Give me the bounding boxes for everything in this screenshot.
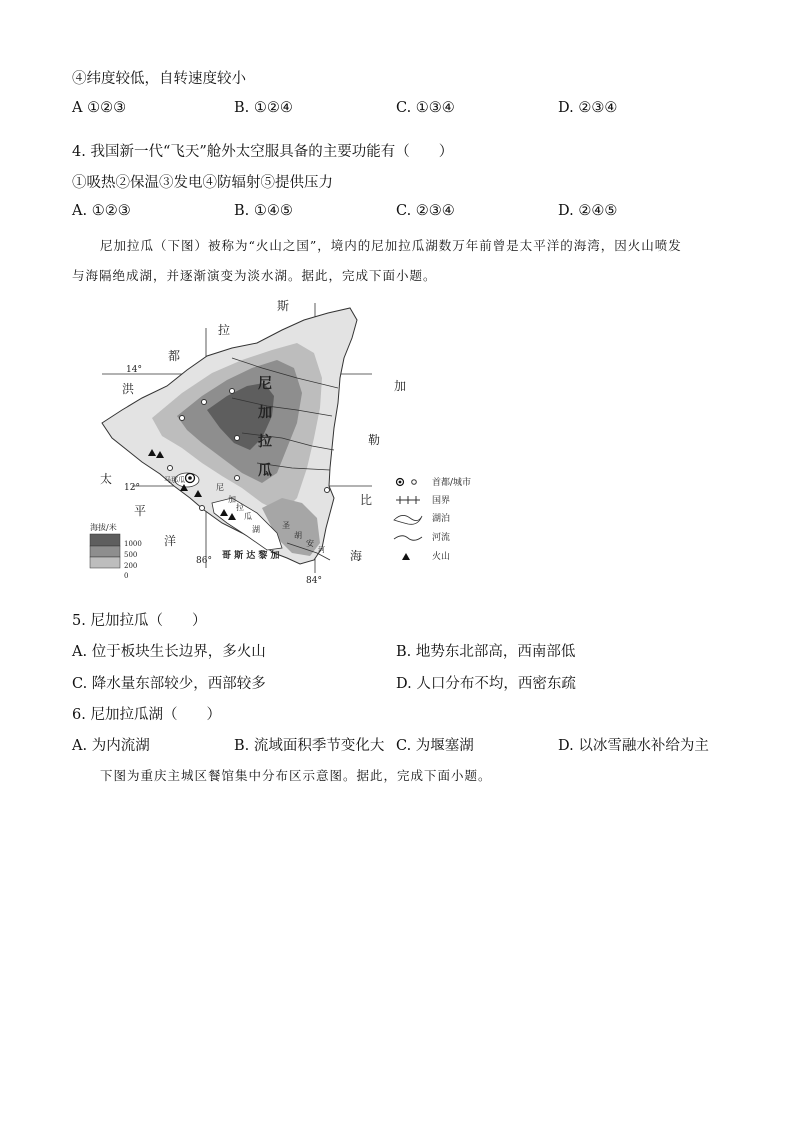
city-icon <box>325 488 330 493</box>
city-icon <box>180 416 185 421</box>
label-gua: 瓜 <box>258 463 272 479</box>
label-lake-jia: 加 <box>228 495 236 504</box>
legend-lake: 湖泊 <box>432 514 451 524</box>
q3-options <box>72 100 722 120</box>
q5-option-c: C. 降水量东部较少，西部较多 <box>72 676 266 692</box>
label-lat-14: 14° <box>126 365 142 375</box>
q5-option-d: D. 人口分布不均，西密东疏 <box>396 676 576 692</box>
label-jia: 加 <box>258 405 272 421</box>
q6-option-d: D. 以冰雪融水补给为主 <box>558 738 709 754</box>
elevation-key-title: 海拔/米 <box>90 523 117 532</box>
label-river-he: 河 <box>318 546 325 554</box>
q4-option-a: A. ①②③ <box>72 203 131 219</box>
elevation-label-1000: 1000 <box>124 540 142 548</box>
label-managua: 马那瓜 <box>164 476 185 484</box>
legend-capital-dot-icon <box>399 481 402 484</box>
label-lake-ni: 尼 <box>216 483 224 492</box>
q6-option-a: A. 为内流湖 <box>72 738 150 754</box>
elevation-label-500: 500 <box>124 551 138 559</box>
q5-stem: 5. 尼加拉瓜（ ） <box>72 613 207 629</box>
legend-lake-icon <box>394 515 422 524</box>
q6-option-b: B. 流域面积季节变化大 <box>234 738 385 754</box>
q4-option-d: D. ②④⑤ <box>558 203 618 219</box>
elevation-swatch-1000 <box>90 534 120 546</box>
q6-stem: 6. 尼加拉瓜湖（ ） <box>72 707 221 723</box>
nicaragua-map <box>82 298 502 588</box>
legend-volcano: 火山 <box>432 552 451 562</box>
label-lon-84: 84° <box>306 576 322 586</box>
q3-item4: ④纬度较低，自转速度较小 <box>72 71 246 87</box>
label-lat-12: 12° <box>124 483 140 493</box>
legend-river: 河流 <box>432 533 451 543</box>
city-icon <box>235 476 240 481</box>
label-costa-rica: 哥 斯 达 黎 加 <box>222 551 280 561</box>
q6-options <box>72 734 722 754</box>
q3-option-b: B. ①②④ <box>234 100 293 116</box>
legend-city-icon <box>412 480 417 485</box>
elevation-swatch-200 <box>90 557 120 568</box>
label-lon-86: 86° <box>196 556 212 566</box>
city-icon <box>235 436 240 441</box>
legend-river-icon <box>394 536 422 541</box>
q4-items: ①吸热②保温③发电④防辐射⑤提供压力 <box>72 175 333 191</box>
city-icon <box>168 466 173 471</box>
label-yang: 洋 <box>164 534 177 548</box>
legend-capital-city: 首都/城市 <box>432 478 472 488</box>
q5-options-row2 <box>72 672 722 692</box>
label-hong: 洪 <box>122 382 135 396</box>
capital-dot-icon <box>188 476 192 480</box>
label-jia-sea: 加 <box>394 379 407 393</box>
city-icon <box>200 506 205 511</box>
q3-option-a: A ①②③ <box>72 100 127 116</box>
q5-option-b: B. 地势东北部高，西南部低 <box>396 644 576 660</box>
q3-option-d: D. ②③④ <box>558 100 618 116</box>
city-icon <box>230 389 235 394</box>
label-river-an: 安 <box>306 539 314 548</box>
label-river-huan: 胡 <box>294 531 302 540</box>
label-la: 拉 <box>218 323 231 337</box>
legend-border: 国界 <box>432 496 451 506</box>
q5-option-a: A. 位于板块生长边界，多火山 <box>72 644 266 660</box>
legend-volcano-icon <box>402 553 410 560</box>
elevation-label-0: 0 <box>124 572 129 580</box>
label-lake-hu: 湖 <box>252 525 260 534</box>
label-lake-la: 拉 <box>236 503 244 512</box>
label-tai: 太 <box>100 472 113 486</box>
q4-option-c: C. ②③④ <box>396 203 455 219</box>
q6-option-c: C. 为堰塞湖 <box>396 738 474 754</box>
label-ni: 尼 <box>258 376 272 392</box>
label-hai: 海 <box>350 549 363 563</box>
q3-option-c: C. ①③④ <box>396 100 455 116</box>
label-si: 斯 <box>277 299 290 313</box>
q5-options-row1 <box>72 640 722 660</box>
q4-stem: 4. 我国新一代“飞天”舱外太空服具备的主要功能有（ ） <box>72 144 454 160</box>
label-lake-gua: 瓜 <box>244 512 252 521</box>
label-river-sheng: 圣 <box>282 521 290 530</box>
label-le: 勒 <box>368 433 381 447</box>
label-du: 都 <box>168 349 181 363</box>
label-la2: 拉 <box>258 434 272 450</box>
q4-option-b: B. ①④⑤ <box>234 203 293 219</box>
elevation-label-200: 200 <box>124 562 138 570</box>
q4-options <box>72 203 722 223</box>
passage2: 下图为重庆主城区餐馆集中分布区示意图。据此，完成下面小题。 <box>100 768 492 783</box>
passage1-line2: 与海隔绝成湖，并逐渐演变为淡水湖。据此，完成下面小题。 <box>72 268 437 283</box>
label-bi: 比 <box>360 493 373 507</box>
passage1-line1: 尼加拉瓜（下图）被称为“火山之国”，境内的尼加拉瓜湖数万年前曾是太平洋的海湾，因火山喷发 <box>100 238 682 253</box>
elevation-swatch-500 <box>90 546 120 557</box>
city-icon <box>202 400 207 405</box>
label-ping: 平 <box>134 504 147 518</box>
